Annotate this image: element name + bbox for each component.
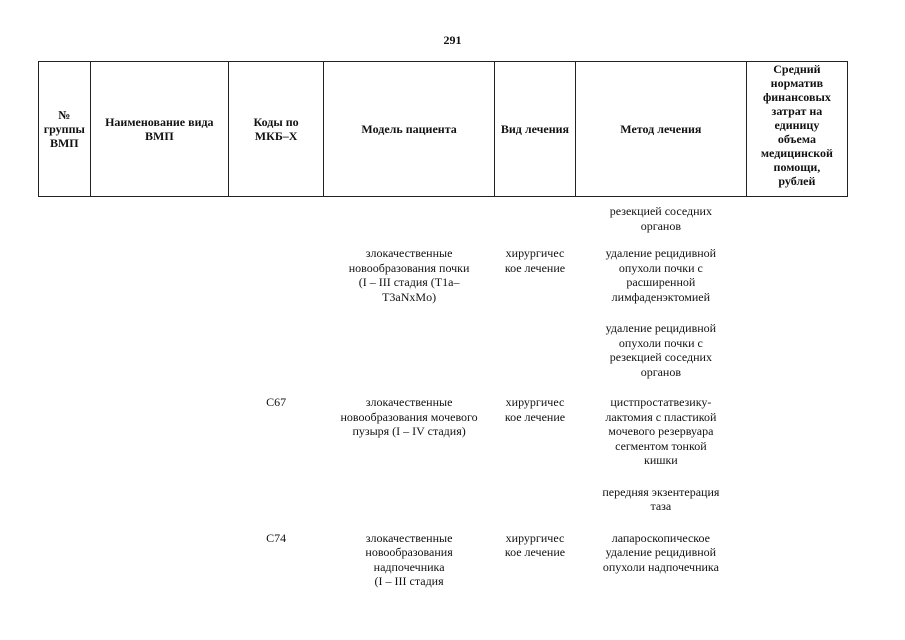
method-item: цистпростатвезику- лактомия с пластикой мочевого резервуара сегментом тонкой кишки	[605, 395, 717, 467]
method-item: удаление рецидивной опухоли почки с резекцией соседних органов	[605, 321, 717, 379]
method-item: передняя экзентерация таза	[602, 484, 720, 513]
cell-model: злокачественные новообразования мочевого пузыря (I – IV стадия)	[340, 395, 478, 438]
method-item: удаление рецидивной опухоли почки с расширенной лимфаденэктомией	[605, 246, 717, 304]
vmp-table	[38, 61, 848, 589]
cell-treatment: хирургичес кое лечение	[504, 395, 566, 424]
table-row	[39, 241, 848, 379]
cell-norm	[746, 514, 847, 589]
header-cost-norm: Средний норматив финансовых затрат на единицу объема медицинской помощи, рублей	[746, 62, 847, 197]
cell-method	[575, 514, 746, 589]
cell-code: C74	[266, 530, 287, 545]
cell-model: злокачественные новообразования надпочечника (I – III стадия	[365, 530, 453, 588]
cell-model: злокачественные новообразования почки (I – III стадия (T1a– T3aNxMo)	[348, 246, 470, 304]
cell-group	[39, 379, 91, 514]
cell-method	[575, 379, 746, 514]
header-row	[39, 62, 848, 197]
cell-norm	[746, 241, 847, 379]
header-vmp-name: Наименование вида ВМП	[90, 62, 229, 197]
cell-code: C67	[266, 395, 287, 409]
cell-group	[39, 514, 91, 589]
page-number: 291	[443, 33, 462, 47]
cell-treatment: хирургичес кое лечение	[504, 246, 566, 275]
cell-norm	[746, 197, 847, 242]
cell-treatment: хирургичес кое лечение	[504, 530, 566, 559]
method-item: лапароскопическое удаление рецидивной опухоли надпочечника	[602, 530, 719, 574]
cell-treatment	[495, 197, 576, 242]
header-group-number: № группы ВМП	[39, 62, 91, 197]
cell-name	[90, 241, 229, 379]
header-patient-model: Модель пациента	[324, 62, 495, 197]
cell-name	[90, 197, 229, 242]
header-treatment-method: Метод лечения	[575, 62, 746, 197]
cell-norm	[746, 379, 847, 514]
cell-group	[39, 197, 91, 242]
cell-code	[229, 197, 324, 242]
cell-name	[90, 514, 229, 589]
cell-method: резекцией соседних органов	[609, 204, 712, 233]
cell-model	[324, 197, 495, 242]
table-row	[39, 197, 848, 242]
table-row	[39, 379, 848, 514]
header-icd-codes: Коды по МКБ–Х	[229, 62, 324, 197]
cell-group	[39, 241, 91, 379]
cell-method	[575, 241, 746, 379]
table-row	[39, 514, 848, 589]
header-treatment-type: Вид лечения	[495, 62, 576, 197]
cell-code	[229, 241, 324, 379]
cell-name	[90, 379, 229, 514]
